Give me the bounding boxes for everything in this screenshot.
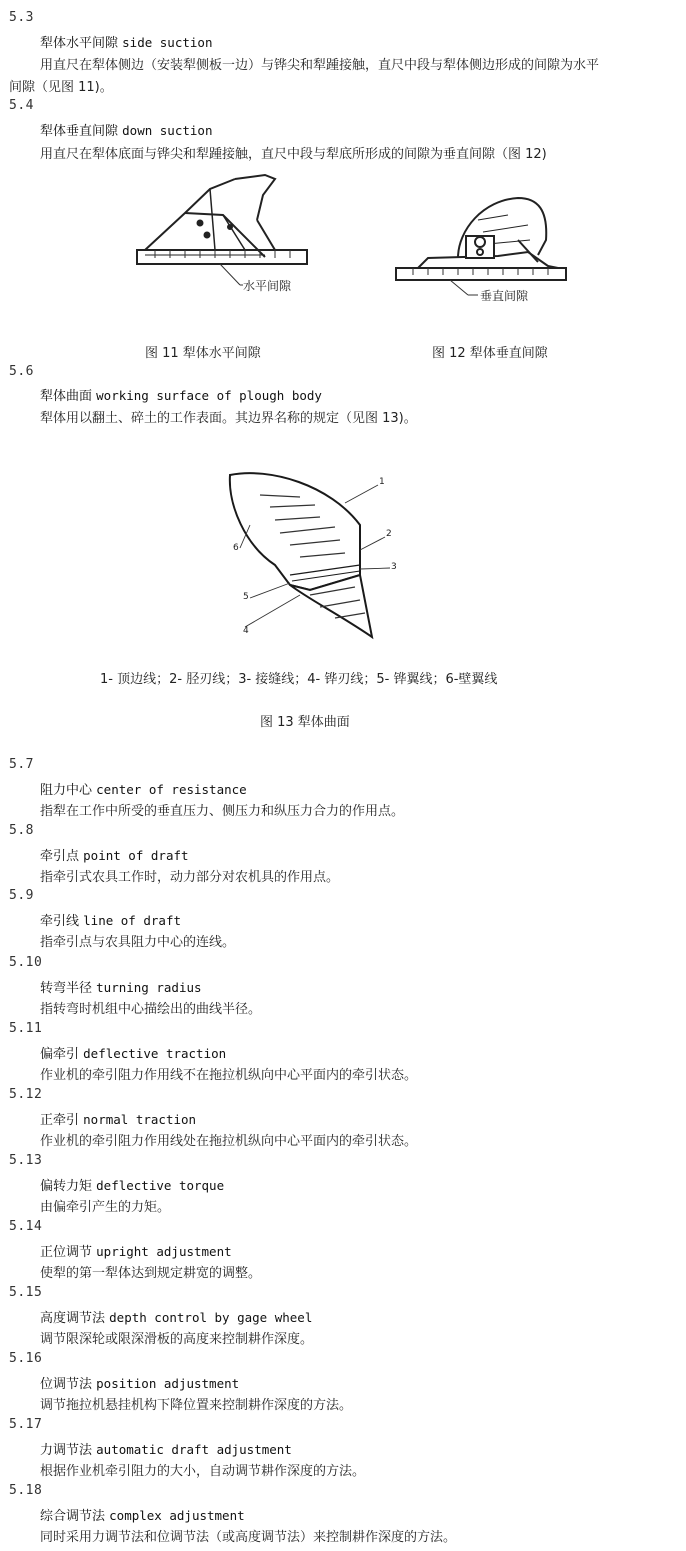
section-number: 5.17 <box>9 1417 43 1432</box>
term-chinese: 牵引点 <box>40 849 80 864</box>
term-definition: 用直尺在犁体底面与铧尖和犁踵接触，直尺中段与犁底所形成的间隙为垂直间隙（图 12) <box>40 147 547 162</box>
section-number: 5.16 <box>9 1351 43 1366</box>
term-definition: 调节限深轮或限深滑板的高度来控制耕作深度。 <box>40 1332 314 1347</box>
term-definition: 指牵引式农具工作时，动力部分对农机具的作用点。 <box>40 870 340 885</box>
term-english: side suction <box>122 35 213 50</box>
term-heading <box>40 845 189 864</box>
term-definition: 同时采用力调节法和位调节法（或高度调节法）来控制耕作深度的方法。 <box>40 1530 457 1545</box>
term-definition: 由偏牵引产生的力矩。 <box>40 1200 171 1215</box>
term-heading <box>40 1505 245 1524</box>
term-chinese: 偏转力矩 <box>40 1179 93 1194</box>
term-chinese: 偏牵引 <box>40 1047 80 1062</box>
term-heading <box>40 910 181 929</box>
term-definition: 调节拖拉机悬挂机构下降位置来控制耕作深度的方法。 <box>40 1398 353 1413</box>
term-english: center of resistance <box>96 782 247 797</box>
term-definition: 根据作业机牵引阻力的大小，自动调节耕作深度的方法。 <box>40 1464 366 1479</box>
term-chinese: 犁体垂直间隙 <box>40 124 119 139</box>
term-english: turning radius <box>96 980 202 995</box>
term-chinese: 正牵引 <box>40 1113 80 1128</box>
term-english: line of draft <box>83 913 181 928</box>
term-heading <box>40 1439 292 1458</box>
term-chinese: 转弯半径 <box>40 981 93 996</box>
term-definition: 作业机的牵引阻力作用线处在拖拉机纵向中心平面内的牵引状态。 <box>40 1134 418 1149</box>
section-number: 5.15 <box>9 1285 43 1300</box>
term-chinese: 犁体水平间隙 <box>40 36 119 51</box>
term-english: upright adjustment <box>96 1244 232 1259</box>
term-english: down suction <box>122 123 213 138</box>
figure-13-marker-4: 4 <box>243 626 249 636</box>
section-number: 5.3 <box>9 10 34 25</box>
term-definition: 犁体用以翻土、碎土的工作表面。其边界名称的规定（见图 13)。 <box>40 411 417 426</box>
figure-13-marker-2: 2 <box>386 529 392 539</box>
term-definition: 指转弯时机组中心描绘出的曲线半径。 <box>40 1002 262 1017</box>
term-definition: 作业机的牵引阻力作用线不在拖拉机纵向中心平面内的牵引状态。 <box>40 1068 418 1083</box>
term-chinese: 力调节法 <box>40 1443 93 1458</box>
section-number: 5.6 <box>9 364 34 379</box>
figure-13-caption: 图 13 犁体曲面 <box>260 715 350 730</box>
term-english: depth control by gage wheel <box>109 1310 313 1325</box>
section-number: 5.18 <box>9 1483 43 1498</box>
section-number: 5.14 <box>9 1219 43 1234</box>
section-number: 5.12 <box>9 1087 43 1102</box>
term-english: complex adjustment <box>109 1508 245 1523</box>
section-number: 5.11 <box>9 1021 43 1036</box>
term-definition: 指牵引点与农具阻力中心的连线。 <box>40 935 236 950</box>
figure-11-caption: 图 11 犁体水平间隙 <box>145 346 261 361</box>
section-number: 5.9 <box>9 888 34 903</box>
term-heading <box>40 1373 239 1392</box>
term-heading <box>40 1307 312 1326</box>
term-heading <box>40 1109 196 1128</box>
term-chinese: 位调节法 <box>40 1377 93 1392</box>
figure-12-caption: 图 12 犁体垂直间隙 <box>432 346 548 361</box>
figure-13-legend: 1- 顶边线；2- 胫刃线；3- 接缝线；4- 铧刃线；5- 铧翼线；6-壁翼线 <box>100 672 498 687</box>
term-chinese: 高度调节法 <box>40 1311 106 1326</box>
term-definition: 使犁的第一犁体达到规定耕宽的调整。 <box>40 1266 262 1281</box>
term-chinese: 阻力中心 <box>40 783 93 798</box>
section-number: 5.4 <box>9 98 34 113</box>
figure-13-marker-1: 1 <box>379 477 385 487</box>
term-chinese: 正位调节 <box>40 1245 93 1260</box>
figure-13-marker-6: 6 <box>233 543 239 553</box>
section-number: 5.10 <box>9 955 43 970</box>
term-english: normal traction <box>83 1112 197 1127</box>
term-english: position adjustment <box>96 1376 240 1391</box>
term-definition: 用直尺在犁体侧边（安装犁侧板一边）与铧尖和犁踵接触，直尺中段与犁体侧边形成的间隙为水平 <box>40 58 600 73</box>
term-heading <box>40 32 212 51</box>
figure-13-marker-3: 3 <box>391 562 397 572</box>
figure-13-drawing <box>220 465 400 650</box>
section-number: 5.7 <box>9 757 34 772</box>
term-heading <box>40 1175 224 1194</box>
section-number: 5.8 <box>9 823 34 838</box>
term-heading <box>40 977 202 996</box>
term-heading <box>40 1241 232 1260</box>
figure-12-label: 垂直间隙 <box>480 289 529 303</box>
term-heading <box>40 1043 226 1062</box>
term-heading <box>40 120 212 139</box>
term-english: point of draft <box>83 848 189 863</box>
term-heading <box>40 779 247 798</box>
term-definition-continued: 间隙（见图 11)。 <box>9 80 113 95</box>
term-chinese: 牵引线 <box>40 914 80 929</box>
term-heading <box>40 385 322 404</box>
figure-11-label: 水平间隙 <box>243 279 292 293</box>
term-english: automatic draft adjustment <box>96 1442 292 1457</box>
term-english: deflective traction <box>83 1046 227 1061</box>
term-definition: 指犁在工作中所受的垂直压力、侧压力和纵压力合力的作用点。 <box>40 804 405 819</box>
term-english: working surface of plough body <box>96 388 322 403</box>
term-english: deflective torque <box>96 1178 225 1193</box>
term-chinese: 综合调节法 <box>40 1509 106 1524</box>
term-chinese: 犁体曲面 <box>40 389 93 404</box>
section-number: 5.13 <box>9 1153 43 1168</box>
figure-13-marker-5: 5 <box>243 592 249 602</box>
